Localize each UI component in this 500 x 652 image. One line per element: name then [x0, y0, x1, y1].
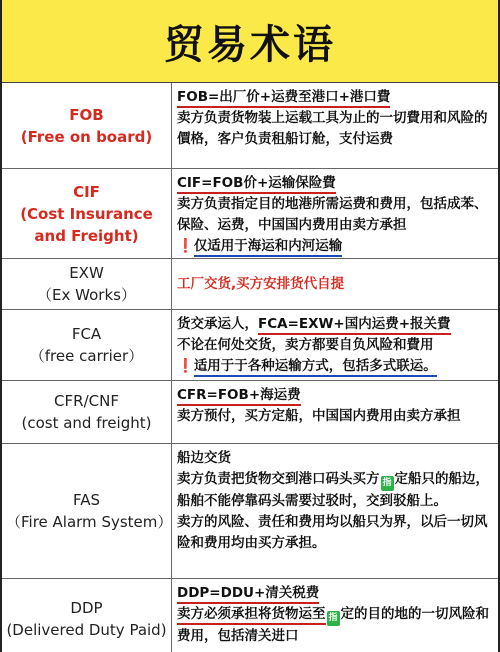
term-full-name: (Delivered Duty Paid) [6, 621, 167, 639]
term-cell [2, 579, 172, 652]
term-cell [2, 381, 172, 443]
term-cell [2, 444, 172, 578]
term-full-name: （Fire Alarm System） [6, 513, 173, 531]
usage-note: 仅适用于海运和内河运输 [194, 238, 343, 257]
description-highlight: 工厂交货,买方安排货代自提 [177, 275, 345, 292]
usage-note: 适用于于各种运输方式，包括多式联运。 [194, 358, 437, 377]
term-formula: FCA=EXW+国内运费+报关費 [258, 316, 451, 335]
description-heading: 船边交货 [177, 450, 231, 466]
table-row-cif [2, 169, 498, 259]
term-formula: CIF=FOB价+运输保险費 [177, 175, 336, 194]
exclamation-icon: ❗ [177, 358, 194, 374]
term-formula: FOB=出厂价+运费至港口+港口費 [177, 89, 390, 108]
term-cell [2, 310, 172, 380]
description-cell [172, 310, 498, 380]
term-formula: CFR=FOB+海运费 [177, 387, 301, 406]
term-code: EXW [69, 264, 104, 282]
term-full-name: (Cost Insurance and Freight) [20, 204, 153, 245]
description-cell [172, 381, 498, 443]
description-text: 卖方预付，买方定船，中国国内费用由卖方承担 [177, 408, 461, 424]
description-text: 卖方负责指定目的地港所需运费和费用，包括成苯、保险、运费，中国国内费用由卖方承担 [177, 196, 488, 233]
table-row-fob [2, 83, 498, 169]
description-cell [172, 83, 498, 168]
term-intro: 货交承运人， [177, 316, 258, 332]
description-cell [172, 579, 498, 652]
term-full-name: (Free on board) [20, 127, 153, 146]
description-text: 卖方负责货物装上运载工具为止的一切費用和风险的價格，客户负责租船订舱，支付运费 [177, 110, 488, 147]
term-cell [2, 169, 172, 258]
term-code: DDP [70, 599, 103, 617]
term-code: FAS [72, 491, 101, 509]
table-row-fca [2, 310, 498, 381]
description-text: 不论在何处交货，卖方都要自负风险和費用 [177, 337, 434, 353]
designate-badge-icon: 指 [381, 476, 394, 491]
term-code: CIF [73, 182, 100, 201]
description-cell [172, 259, 498, 309]
designate-badge-icon: 指 [327, 611, 340, 626]
description-text: 卖方的风险、责任和费用均以船只为界，以后一切风险和费用均由买方承担。 [177, 514, 488, 551]
term-code: FOB [69, 105, 104, 124]
description-cell [172, 444, 498, 578]
description-cell [172, 169, 498, 258]
table-row-fas [2, 444, 498, 579]
term-full-name: (cost and freight) [21, 414, 152, 432]
table-row-cfr [2, 381, 498, 444]
term-cell [2, 83, 172, 168]
page-title: 贸易术语 [164, 21, 336, 68]
description-text: 卖方必须承担将货物运至 [177, 606, 326, 625]
term-code: FCA [71, 325, 102, 343]
term-formula: DDP=DDU+清关税费 [177, 585, 319, 604]
term-full-name: （free carrier） [29, 347, 144, 365]
exclamation-icon: ❗ [177, 238, 194, 254]
description-text: 定船只的船边，船舶不能停靠码头需要过驳时，交到驳船上。 [177, 471, 489, 509]
table-row-ddp [2, 579, 498, 652]
term-cell [2, 259, 172, 309]
description-text: 卖方负责把货物交到港口码头买方 [177, 471, 380, 487]
term-code: CFR/CNF [54, 392, 119, 410]
description-text: 定的目的地的一切风险和费用，包括清关进口 [177, 606, 489, 644]
term-full-name: （Ex Works） [37, 286, 136, 304]
table-row-exw [2, 259, 498, 310]
title-banner [2, 0, 498, 83]
